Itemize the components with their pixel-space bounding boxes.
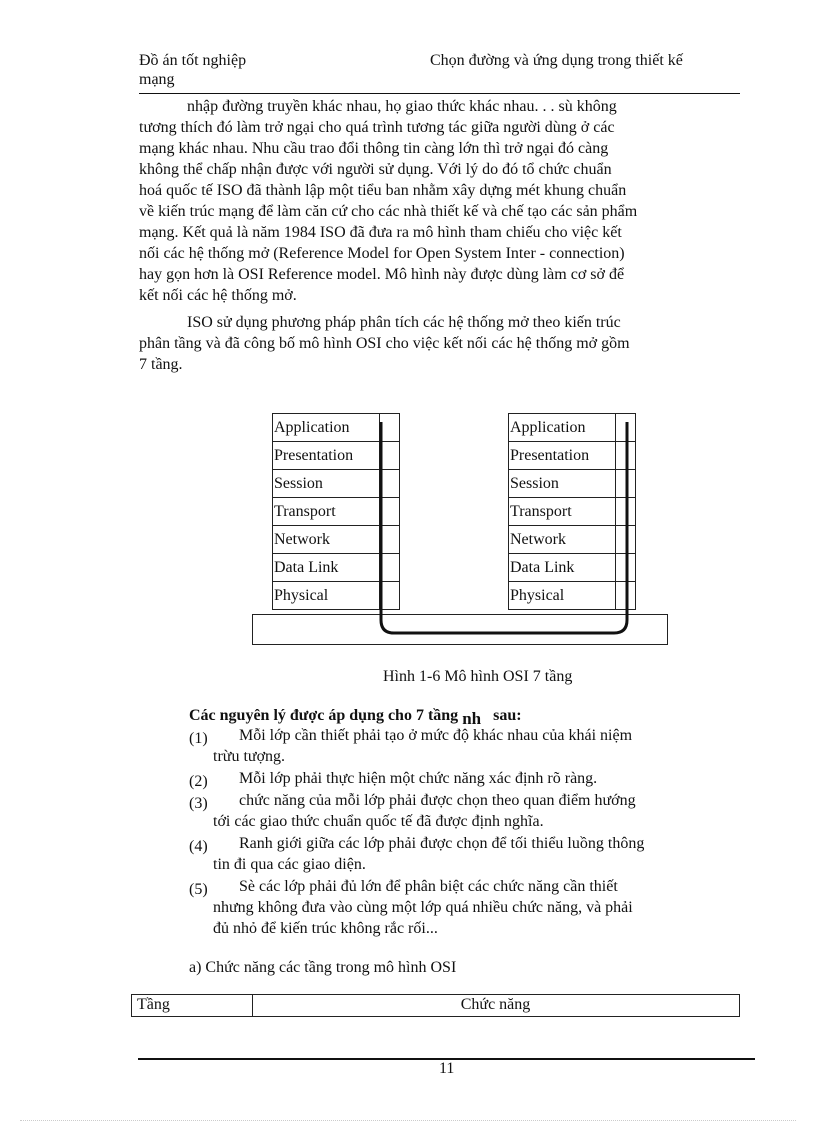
osi-stack-right <box>508 413 636 610</box>
para1-line: hoá quốc tế ISO đã thành lập một tiểu ban nhằm xây dựng mét khung chuẩn <box>139 182 627 199</box>
osi-layer-data-link: Data Link <box>508 554 636 582</box>
para1-line: kết nối các hệ thống mở. <box>139 287 297 304</box>
para1-line: hay gọn hơn là OSI Reference model. Mô hình này được dùng làm cơ sở để <box>139 266 625 283</box>
principle-item: (5) Sè các lớp phải đủ lớn để phân biệt các chức năng cần thiết nhưng không đưa vào cùng một lớp quá nhiều chức năng, và phải đủ nhỏ để kiến trúc không rắc rối... <box>189 878 633 937</box>
physical-medium-box <box>252 614 668 645</box>
osi-layer-session: Session <box>272 470 400 498</box>
osi-layer-presentation: Presentation <box>508 442 636 470</box>
para1-line: mạng. Kết quả là năm 1984 ISO đã đưa ra mô hình tham chiếu cho việc kết <box>139 224 622 241</box>
para2-line: 7 tầng. <box>139 356 183 373</box>
para2-line: ISO sử dụng phương pháp phân tích các hệ thống mở theo kiến trúc <box>187 314 621 331</box>
osi-stack-left <box>272 413 400 610</box>
paragraph-1 <box>139 96 740 306</box>
osi-layer-transport: Transport <box>508 498 636 526</box>
principle-item: (2) Mỗi lớp phải thực hiện một chức năng xác định rõ ràng. <box>189 770 598 790</box>
osi-layer-presentation: Presentation <box>272 442 400 470</box>
principle-item: (4) Ranh giới giữa các lớp phải được chọn để tối thiểu luồng thông tin đi qua các giao diện. <box>189 835 645 873</box>
paragraph-2 <box>139 312 740 375</box>
figure-caption: Hình 1-6 Mô hình OSI 7 tầng <box>383 668 573 685</box>
principle-item: (1) Mỗi lớp cần thiết phải tạo ở mức độ khác nhau của khái niệm trừu tượng. <box>189 727 633 765</box>
table-header-cell: Tầng <box>132 995 253 1016</box>
table-header-cell: Chức năng <box>460 996 531 1013</box>
para1-line: nhập đường truyền khác nhau, họ giao thức khác nhau. . . sù không <box>187 98 617 115</box>
header-title: Đồ án tốt nghiệp <box>139 52 247 69</box>
osi-layer-physical: Physical <box>508 582 636 610</box>
osi-layer-data-link: Data Link <box>272 554 400 582</box>
osi-layer-application: Application <box>508 413 636 442</box>
para1-line: mạng khác nhau. Nhu cầu trao đổi thông tin càng lớn thì trở ngại đó càng <box>139 140 609 157</box>
functions-table-header <box>131 994 740 1017</box>
section-title: a) Chức năng các tầng trong mô hình OSI <box>189 959 457 976</box>
header-title-cont: mạng <box>139 71 175 88</box>
osi-layer-transport: Transport <box>272 498 400 526</box>
principle-item: (3) chức năng của mỗi lớp phải được chọn theo quan điểm hướng tới các giao thức chuẩn quốc tế đã được định nghĩa. <box>189 792 636 830</box>
osi-layer-physical: Physical <box>272 582 400 610</box>
osi-layer-network: Network <box>508 526 636 554</box>
para1-line: tương thích đó làm trở ngại cho quá trình tương tác giữa người dùng ở các <box>139 119 615 136</box>
para1-line: nối các hệ thống mở (Reference Model for Open System Inter - connection) <box>139 245 625 262</box>
para2-line: phân tầng và đã công bố mô hình OSI cho việc kết nối các hệ thống mở gồm <box>139 335 630 352</box>
osi-layer-network: Network <box>272 526 400 554</box>
osi-layer-session: Session <box>508 470 636 498</box>
osi-layer-application: Application <box>272 413 400 442</box>
header-left <box>139 51 246 89</box>
page-number: 11 <box>439 1060 455 1077</box>
para1-line: không thể chấp nhận được với người sử dụng. Với lý do đó tổ chức chuẩn <box>139 161 612 178</box>
header-rule <box>139 93 740 94</box>
para1-line: về kiến trúc mạng để làm căn cứ cho các nhà thiết kế và chế tạo các sản phẩm <box>139 203 638 220</box>
header-right: Chọn đường và ứng dụng trong thiết kế <box>430 52 683 69</box>
principles-title: Các nguyên lý được áp dụng cho 7 tầng nh sau: <box>189 707 522 728</box>
page-edge <box>20 1120 796 1121</box>
